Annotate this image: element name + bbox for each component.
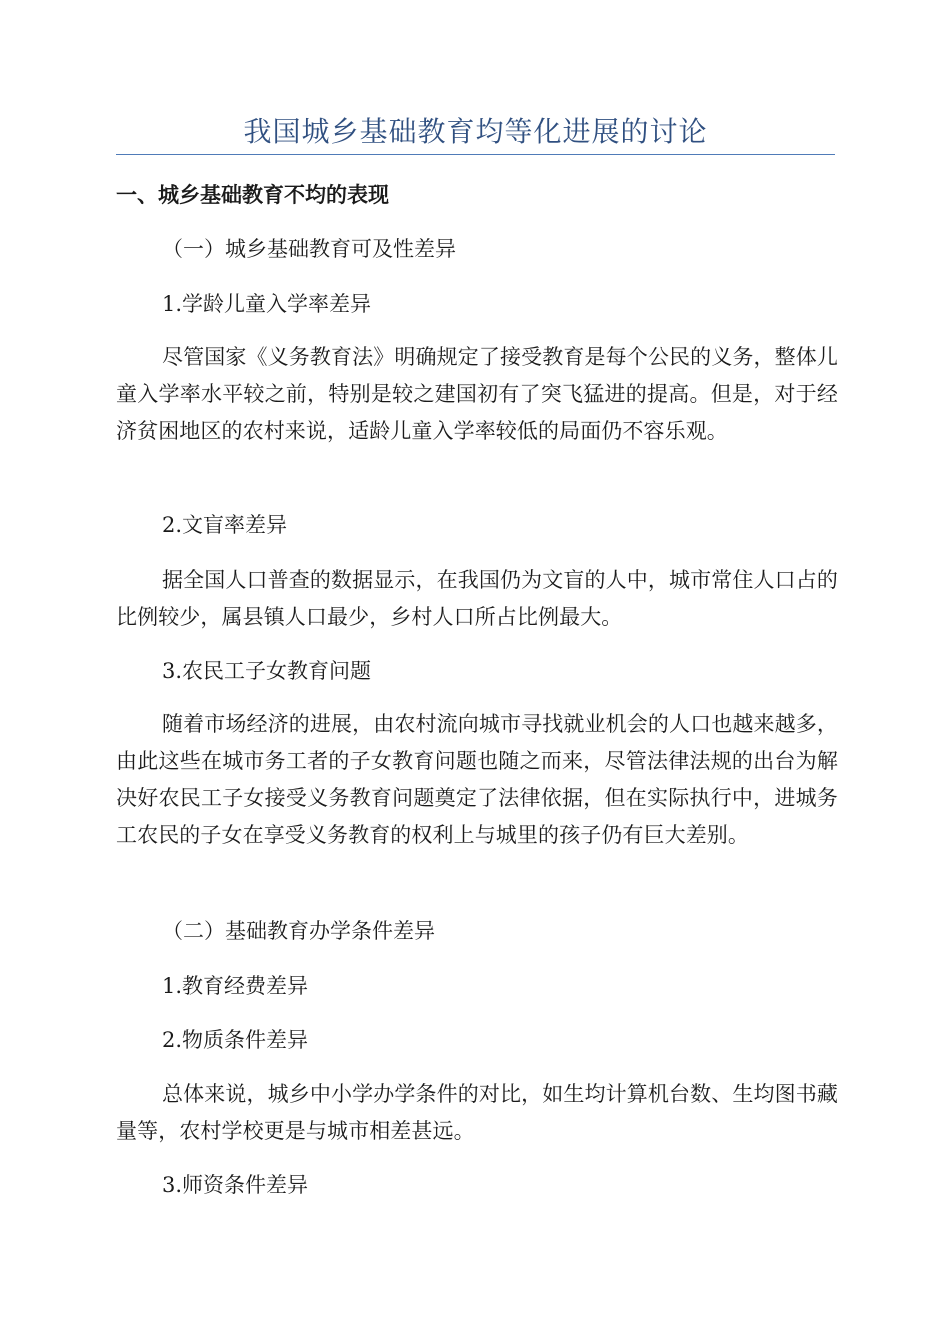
paragraph-material: 总体来说，城乡中小学办学条件的对比，如生均计算机台数、生均图书藏量等，农村学校更是与城市相差甚远。 <box>116 1082 838 1143</box>
paragraph-migrant-children: 随着市场经济的进展，由农村流向城市寻找就业机会的人口也越来越多，由此这些在城市务工者的子女教育问题也随之而来，尽管法律法规的出台为解决好农民工子女接受义务教育问题奠定了法律依据，但在实际执行中，进城务工农民的子女在享受义务教育的权利上与城里的孩子仍有巨大差别。 <box>116 712 838 847</box>
item-heading-migrant-children: 3.农民工子女教育问题 <box>162 659 372 683</box>
subsection-heading-2: （二）基础教育办学条件差异 <box>162 919 435 943</box>
item-heading-illiteracy: 2.文盲率差异 <box>162 513 288 537</box>
section-heading-1: 一、城乡基础教育不均的表现 <box>116 183 389 207</box>
subsection-heading-1: （一）城乡基础教育可及性差异 <box>162 237 456 261</box>
item-heading-enrollment: 1.学龄儿童入学率差异 <box>162 292 372 316</box>
paragraph-illiteracy: 据全国人口普查的数据显示，在我国仍为文盲的人中，城市常住人口占的比例较少，属县镇人口最少，乡村人口所占比例最大。 <box>116 568 838 629</box>
item-heading-funding: 1.教育经费差异 <box>162 974 309 998</box>
page-title: 我国城乡基础教育均等化进展的讨论 <box>243 115 708 148</box>
item-heading-material: 2.物质条件差异 <box>162 1028 309 1052</box>
paragraph-enrollment: 尽管国家《义务教育法》明确规定了接受教育是每个公民的义务，整体儿童入学率水平较之前，特别是较之建国初有了突飞猛进的提高。但是，对于经济贫困地区的农村来说，适龄儿童入学率较低的局面仍不容乐观。 <box>116 345 838 443</box>
title-underline <box>116 154 835 155</box>
item-heading-teachers: 3.师资条件差异 <box>162 1173 309 1197</box>
